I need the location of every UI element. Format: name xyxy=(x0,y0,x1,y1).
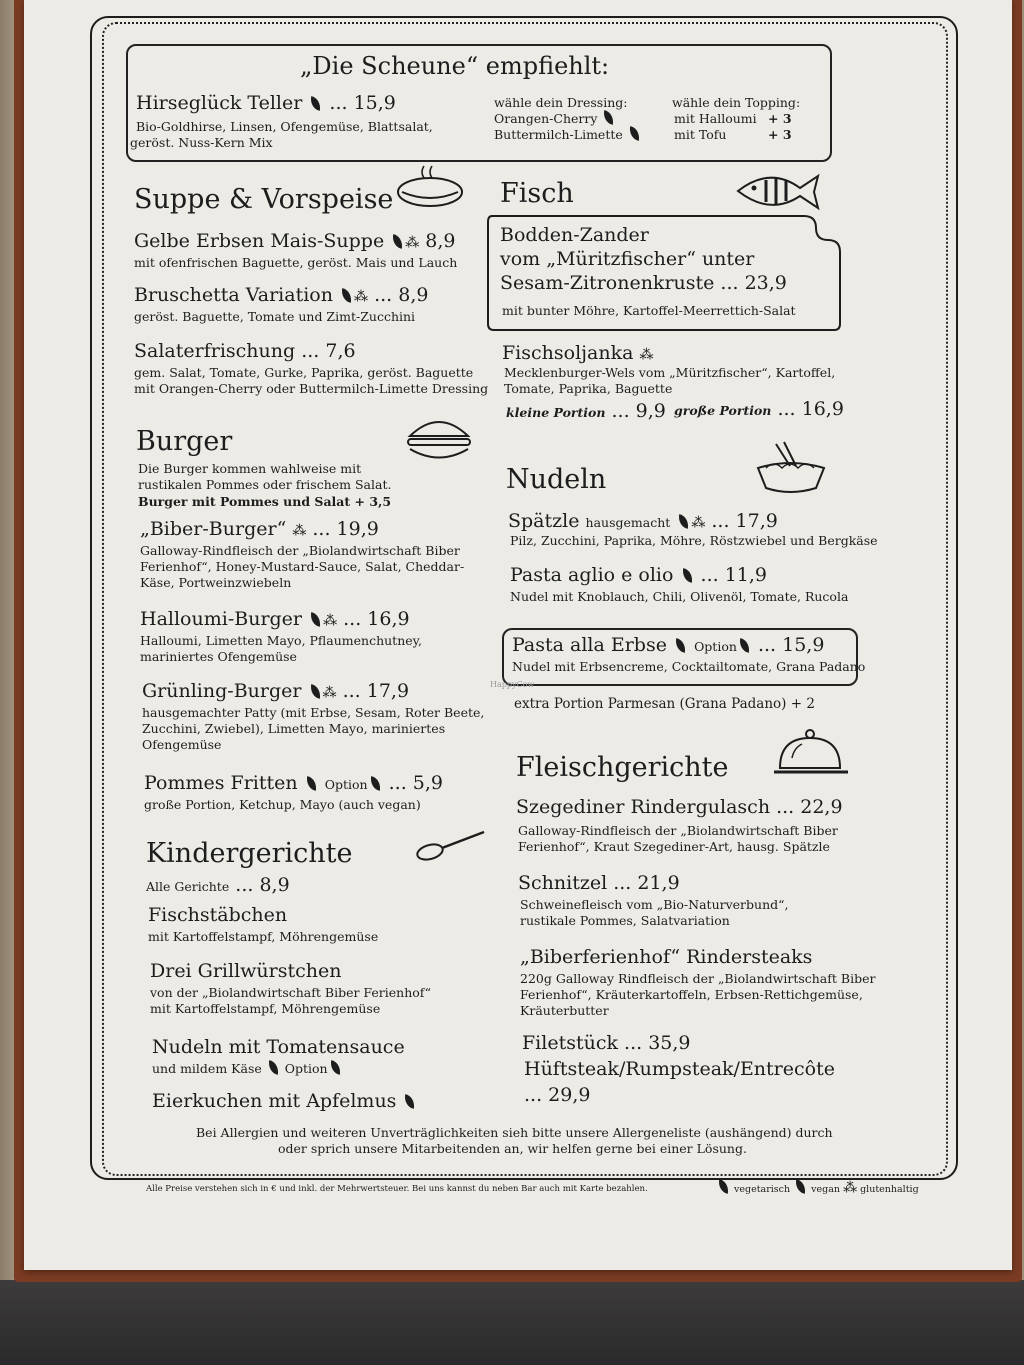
meat-heading: Fleischgerichte xyxy=(516,752,729,783)
soup-item-desc: gem. Salat, Tomate, Gurke, Paprika, geröst. Baguette xyxy=(134,365,474,380)
soup-bowl-icon xyxy=(394,160,466,212)
meat-item-desc: Kräuterbutter xyxy=(520,1003,609,1018)
noodle-bowl-icon xyxy=(746,440,834,496)
vegan-icon xyxy=(308,684,321,699)
pasta-item-desc: Nudel mit Knoblauch, Chili, Olivenöl, Tomate, Rucola xyxy=(510,589,849,604)
dish-desc-2: geröst. Nuss-Kern Mix xyxy=(130,135,273,150)
burger-item-name: Pommes Fritten Option ... 5,9 xyxy=(144,772,443,794)
gluten-icon: ⁂ xyxy=(354,289,369,305)
meat-item-desc: Ferienhof“, Kraut Szegediner-Art, hausg. Spätzle xyxy=(518,839,830,854)
kids-item-name: Eierkuchen mit Apfelmus xyxy=(152,1090,417,1112)
vegan-icon xyxy=(369,776,382,791)
burger-item-name: Halloumi-Burger ⁂ ... 16,9 xyxy=(140,608,410,630)
burger-item-desc: Käse, Portweinzwiebeln xyxy=(140,575,292,590)
topping-2: mit Tofu xyxy=(674,127,727,142)
dressing-2: Buttermilch-Limette xyxy=(494,126,642,143)
burger-item-desc: Ferienhof“, Honey-Mustard-Sauce, Salat, Cheddar- xyxy=(140,559,465,574)
watermark: HappyCow xyxy=(490,680,535,689)
meat-item-name: Schnitzel ... 21,9 xyxy=(518,872,680,894)
steak-line: Hüftsteak/Rumpsteak/Entrecôte xyxy=(524,1058,835,1080)
kids-all: Alle Gerichte ... 8,9 xyxy=(146,874,290,896)
vegetarian-icon xyxy=(717,1179,730,1194)
meat-item-desc: Ferienhof“, Kräuterkartoffeln, Erbsen-Rettichgemüse, xyxy=(520,987,863,1002)
kids-item-name: Fischstäbchen xyxy=(148,904,288,926)
fish-box-line-1: Bodden-Zander xyxy=(500,224,649,246)
soup-item-desc: geröst. Baguette, Tomate und Zimt-Zucchini xyxy=(134,309,416,324)
kids-heading: Kindergerichte xyxy=(146,838,353,869)
dish-name: Hirseglück Teller ... 15,9 xyxy=(136,92,396,114)
gluten-icon: ⁂ xyxy=(405,235,420,251)
kids-item-desc: und mildem Käse Option xyxy=(152,1060,343,1077)
vegetarian-icon xyxy=(267,1060,280,1075)
burger-intro-3: Burger mit Pommes und Salat + 3,5 xyxy=(138,494,392,509)
burger-item-desc: hausgemachter Patty (mit Erbse, Sesam, Roter Beete, xyxy=(142,705,485,720)
meat-item-desc: Galloway-Rindfleisch der „Biolandwirtschaft Biber xyxy=(518,823,838,838)
burger-item-name: „Biber-Burger“ ⁂ ... 19,9 xyxy=(140,518,379,540)
soljanka-desc: Mecklenburger-Wels vom „Müritzfischer“, Kartoffel, xyxy=(504,365,836,380)
burger-item-desc: Ofengemüse xyxy=(142,737,222,752)
allergy-note-2: oder sprich unsere Mitarbeitenden an, wir helfen gerne bei einer Lösung. xyxy=(278,1141,747,1156)
pasta-extra: extra Portion Parmesan (Grana Padano) + 2 xyxy=(514,696,815,712)
topping-heading: wähle dein Topping: xyxy=(672,95,801,110)
meat-item-name: Szegediner Rindergulasch ... 22,9 xyxy=(516,796,843,818)
spoon-icon xyxy=(414,826,486,864)
vegan-icon xyxy=(602,110,615,125)
meat-item-desc: rustikale Pommes, Salatvariation xyxy=(520,913,730,928)
pasta-item-desc: Pilz, Zucchini, Paprika, Möhre, Röstzwiebel und Bergkäse xyxy=(510,533,878,548)
dressing-heading: wähle dein Dressing: xyxy=(494,95,628,110)
fish-box-desc: mit bunter Möhre, Kartoffel-Meerrettich-Salat xyxy=(502,303,796,318)
burger-intro-1: Die Burger kommen wahlweise mit xyxy=(138,461,362,476)
topping-2-price: + 3 xyxy=(768,127,792,142)
meat-item-desc: 220g Galloway Rindfleisch der „Biolandwirtschaft Biber xyxy=(520,971,876,986)
gluten-icon: ⁂ xyxy=(691,515,706,531)
vegetarian-icon xyxy=(309,612,322,627)
soup-item-name: Gelbe Erbsen Mais-Suppe ⁂ 8,9 xyxy=(134,230,456,252)
vegan-icon xyxy=(391,234,404,249)
gluten-icon: ⁂ xyxy=(292,523,307,539)
pasta-item-name: Pasta alla Erbse Option ... 15,9 xyxy=(512,634,825,656)
kids-item-desc: von der „Biolandwirtschaft Biber Ferienhof“ xyxy=(150,985,432,1000)
filet-line: Filetstück ... 35,9 xyxy=(522,1032,691,1054)
legend: vegetarisch vegan ⁂ glutenhaltig xyxy=(716,1180,919,1196)
dish-desc-1: Bio-Goldhirse, Linsen, Ofengemüse, Blattsalat, xyxy=(136,119,433,134)
gluten-icon: ⁂ xyxy=(639,347,654,363)
burger-icon xyxy=(404,412,474,464)
fish-box-line-3: Sesam-Zitronenkruste ... 23,9 xyxy=(500,272,787,294)
vegetarian-icon xyxy=(305,776,318,791)
topping-1-price: + 3 xyxy=(768,111,792,126)
vegetarian-icon xyxy=(628,126,641,141)
soup-item-desc: mit Orangen-Cherry oder Buttermilch-Limette Dressing xyxy=(134,381,489,396)
pasta-item-name: Spätzle hausgemacht ⁂ ... 17,9 xyxy=(508,510,778,532)
vegan-icon xyxy=(738,638,751,653)
vegan-icon xyxy=(329,1060,342,1075)
vegan-icon xyxy=(794,1179,807,1194)
vegan-icon xyxy=(340,288,353,303)
gluten-icon: ⁂ xyxy=(323,613,338,629)
soup-item-name: Bruschetta Variation ⁂ ... 8,9 xyxy=(134,284,429,306)
meat-item-desc: Schweinefleisch vom „Bio-Naturverbund“, xyxy=(520,897,789,912)
pasta-item-name: Pasta aglio e olio ... 11,9 xyxy=(510,564,768,586)
burger-item-desc: Halloumi, Limetten Mayo, Pflaumenchutney, xyxy=(140,633,423,648)
topping-1: mit Halloumi xyxy=(674,111,757,126)
vegan-icon xyxy=(680,568,693,583)
soljanka-desc: Tomate, Paprika, Baguette xyxy=(504,381,673,396)
cloche-icon xyxy=(770,726,850,782)
burger-item-desc: große Portion, Ketchup, Mayo (auch vegan) xyxy=(144,797,421,812)
soljanka-small: kleine Portion ... 9,9 xyxy=(506,400,666,422)
recommendation-title: „Die Scheune“ empfiehlt: xyxy=(300,52,610,80)
fish-icon xyxy=(730,168,822,214)
fish-heading: Fisch xyxy=(500,178,574,209)
burger-item-desc: Galloway-Rindfleisch der „Biolandwirtschaft Biber xyxy=(140,543,460,558)
gluten-icon: ⁂ xyxy=(322,685,337,701)
kids-item-name: Nudeln mit Tomatensauce xyxy=(152,1036,405,1058)
steak-price: ... 29,9 xyxy=(524,1084,591,1106)
burger-item-desc: mariniertes Ofengemüse xyxy=(140,649,297,664)
soljanka-large: große Portion ... 16,9 xyxy=(674,398,844,420)
meat-item-name: „Biberferienhof“ Rindersteaks xyxy=(520,946,813,968)
gluten-icon: ⁂ xyxy=(843,1180,858,1196)
menu-page xyxy=(24,0,1012,1270)
burger-item-name: Grünling-Burger ⁂ ... 17,9 xyxy=(142,680,410,702)
kids-item-desc: mit Kartoffelstampf, Möhrengemüse xyxy=(148,929,379,944)
allergy-note-1: Bei Allergien und weiteren Unverträglichkeiten sieh bitte unsere Allergeneliste (aushängend) durch xyxy=(196,1125,833,1140)
vegetarian-icon xyxy=(403,1094,416,1109)
burger-heading: Burger xyxy=(136,426,233,457)
pasta-item-desc: Nudel mit Erbsencreme, Cocktailtomate, Grana Padano xyxy=(512,659,866,674)
dressing-1: Orangen-Cherry xyxy=(494,110,616,127)
vegetarian-icon xyxy=(677,514,690,529)
kids-item-name: Drei Grillwürstchen xyxy=(150,960,342,982)
burger-intro-2: rustikalen Pommes oder frischem Salat. xyxy=(138,477,392,492)
soup-heading: Suppe & Vorspeise xyxy=(134,184,394,215)
vegan-icon xyxy=(309,96,322,111)
soup-item-desc: mit ofenfrischen Baguette, geröst. Mais und Lauch xyxy=(134,255,458,270)
vegetarian-icon xyxy=(674,638,687,653)
kids-item-desc: mit Kartoffelstampf, Möhrengemüse xyxy=(150,1001,381,1016)
fish-box-line-2: vom „Müritzfischer“ unter xyxy=(500,248,755,270)
floor-shadow xyxy=(0,1280,1024,1365)
pasta-heading: Nudeln xyxy=(506,464,607,495)
soup-item-name: Salaterfrischung ... 7,6 xyxy=(134,340,356,362)
burger-item-desc: Zucchini, Zwiebel), Limetten Mayo, mariniertes xyxy=(142,721,446,736)
price-note: Alle Preise verstehen sich in € und inkl. der Mehrwertsteuer. Bei uns kannst du neben Bar auch mit Karte bezahlen. xyxy=(146,1184,648,1194)
soljanka-name: Fischsoljanka ⁂ xyxy=(502,342,654,364)
